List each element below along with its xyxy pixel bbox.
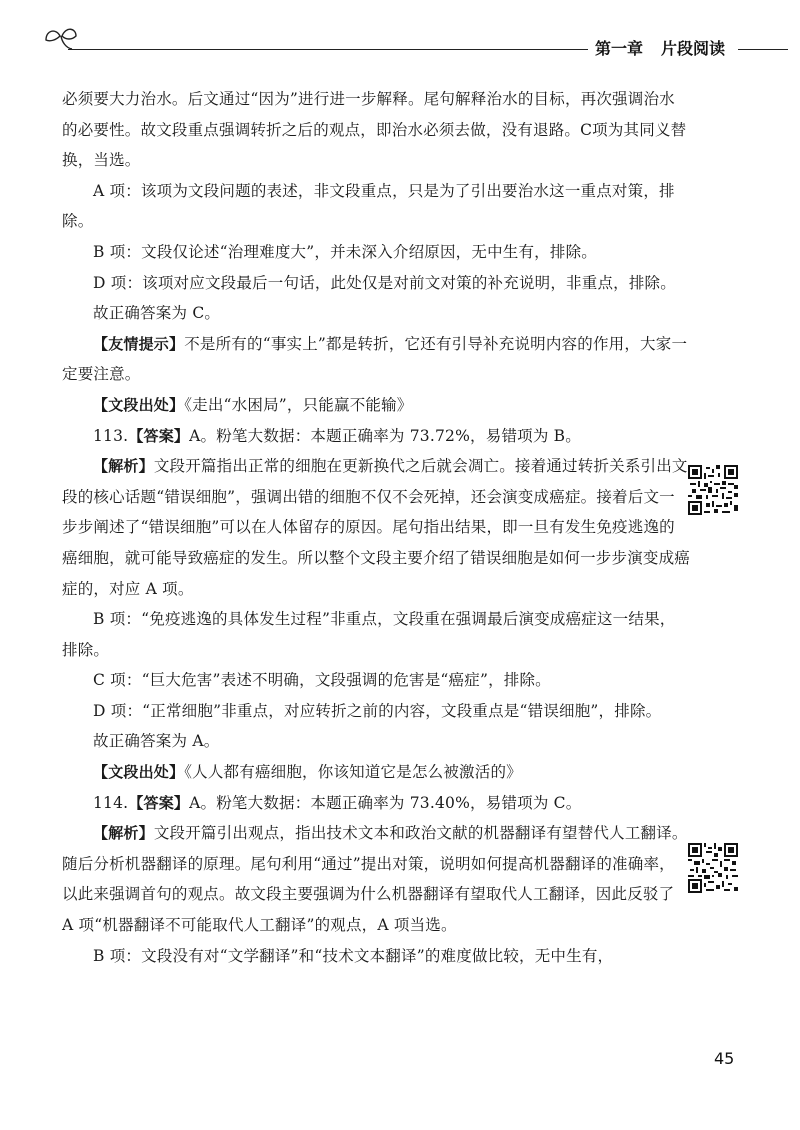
answer-tag: 【答案】 <box>128 793 190 812</box>
section-title: 片段阅读 <box>661 39 726 58</box>
analysis-paragraph-114: 【解析】文段开篇引出观点，指出技术文本和政治文献的机器翻译有望替代人工翻译。随后分析机器翻译的原理。尾句利用“通过”提出对策，说明如何提高机器翻译的准确率，以此来强调首句的观点。故文段主要强调为什么机器翻译有望取代人工翻译，因此反驳了 A 项“机器翻译不可能取代人工翻译”的观点，A 项当选。 <box>62 824 688 935</box>
paragraph: C 项：“巨大危害”表述不明确，文段强调的危害是“癌症”，排除。 <box>93 671 551 690</box>
source-tag: 【文段出处】 <box>93 395 185 414</box>
analysis-tag: 【解析】 <box>93 824 154 843</box>
paragraph: A 项：该项为文段问题的表述，非文段重点，只是为了引出要治水这一重点对策，排除。 <box>62 181 675 231</box>
answer-paragraph-114: 114.【答案】A。粉笔大数据：本题正确率为 73.40%，易错项为 C。 <box>93 793 582 812</box>
answer-paragraph-113: 113.【答案】A。粉笔大数据：本题正确率为 73.72%，易错项为 B。 <box>93 426 581 445</box>
paragraph: B 项：文段仅论述“治理难度大”，并未深入介绍原因，无中生有，排除。 <box>93 242 597 261</box>
header-rule-left <box>68 49 588 50</box>
page-number: 45 <box>714 1049 735 1068</box>
answer-tag: 【答案】 <box>128 426 190 445</box>
chapter-number: 第一章 <box>595 39 644 58</box>
qr-code-114[interactable] <box>688 843 738 893</box>
paragraph: B 项：文段没有对“文学翻译”和“技术文本翻译”的难度做比较，无中生有， <box>93 946 614 965</box>
leaf-ornament-icon <box>42 22 82 52</box>
paragraph: 故正确答案为 C。 <box>93 304 221 323</box>
header-rule-right <box>738 49 788 50</box>
page-body <box>62 84 690 971</box>
analysis-paragraph-113: 【解析】文段开篇指出正常的细胞在更新换代之后就会凋亡。接着通过转折关系引出文段的核心话题“错误细胞”，强调出错的细胞不仅不会死掉，还会演变成癌症。接着后文一步步阐述了“错误细胞”可以在人体留存的原因。尾句指出结果，即一旦有发生免疫逃逸的癌细胞，就可能导致癌症的发生。所以整个文段主要介绍了错误细胞是如何一步步演变成癌症的，对应 A 项。 <box>62 457 691 598</box>
page-header <box>0 0 800 60</box>
tip-tag: 【友情提示】 <box>93 334 185 353</box>
chapter-title <box>595 36 743 59</box>
source-paragraph: 【文段出处】《人人都有癌细胞，你该知道它是怎么被激活的》 <box>93 763 522 782</box>
source-paragraph: 【文段出处】《走出“水困局”，只能赢不能输》 <box>93 395 413 414</box>
paragraph: B 项：“免疫逃逸的具体发生过程”非重点，文段重在强调最后演变成癌症这一结果，排除。 <box>62 610 676 659</box>
source-tag: 【文段出处】 <box>93 763 185 782</box>
paragraph: 故正确答案为 A。 <box>93 732 220 751</box>
paragraph: 必须要大力治水。后文通过“因为”进行进一步解释。尾句解释治水的目标，再次强调治水的必要性。故文段重点强调转折之后的观点，即治水必须去做，没有退路。C项为其同义替换，当选。 <box>62 90 687 170</box>
paragraph: D 项：“正常细胞”非重点，对应转折之前的内容，文段重点是“错误细胞”，排除。 <box>93 701 662 720</box>
analysis-tag: 【解析】 <box>93 457 154 476</box>
paragraph: D 项：该项对应文段最后一句话，此处仅是对前文对策的补充说明，非重点，排除。 <box>93 273 676 292</box>
qr-code-113[interactable] <box>688 465 738 515</box>
tip-paragraph: 【友情提示】不是所有的“事实上”都是转折，它还有引导补充说明内容的作用，大家一定要注意。 <box>62 334 688 384</box>
